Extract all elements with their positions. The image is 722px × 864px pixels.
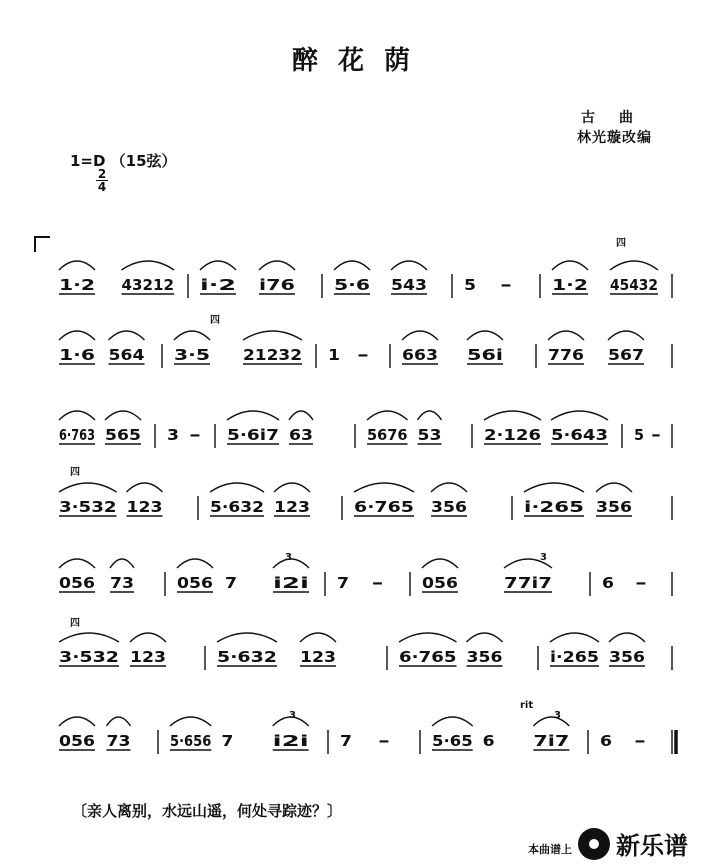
slur-arc: [59, 717, 95, 726]
slur-arc: [432, 717, 473, 726]
slur-arc: [107, 717, 131, 726]
note-group: 564: [108, 346, 145, 364]
note-group: 6·763: [59, 426, 95, 444]
slur-arc: [105, 411, 141, 420]
note-group: i·2: [200, 276, 236, 294]
slur-arc: [210, 483, 264, 492]
note-group: 7: [340, 732, 352, 750]
slur-arc: [59, 559, 95, 568]
note-group: 56i: [467, 346, 503, 364]
note-group: 123: [130, 648, 166, 666]
note-group: 43212: [121, 276, 174, 294]
note-group: 5: [464, 276, 476, 294]
slur-arc: [548, 331, 584, 340]
slur-arc: [608, 331, 644, 340]
page-title: 醉花荫: [291, 46, 430, 76]
slur-arc: [200, 261, 236, 270]
note-group: 6: [602, 574, 614, 592]
note-group: 056: [177, 574, 213, 592]
note-group: i2i: [272, 732, 309, 750]
expression-mark: 3: [554, 710, 561, 721]
note-group: 5: [634, 426, 644, 444]
slur-arc: [467, 633, 503, 642]
slur-arc: [418, 411, 442, 420]
slur-arc: [174, 331, 210, 340]
lyric-line: 〔亲人离别，水远山遥，何处寻踪迹？〕: [72, 802, 343, 820]
note-group: 543: [391, 276, 427, 294]
note-group: 565: [105, 426, 141, 444]
key-signature: 1=D （15弦）: [70, 152, 177, 170]
note-group: 6: [600, 732, 612, 750]
expression-mark: rit: [520, 700, 534, 711]
note-group: 2·126: [484, 426, 541, 444]
slur-arc: [122, 261, 175, 270]
slur-arc: [609, 633, 645, 642]
note-group: 1·6: [59, 346, 95, 364]
note-group: i76: [259, 276, 295, 294]
note-group: 5·643: [551, 426, 608, 444]
time-signature-bottom: 4: [97, 180, 107, 194]
slur-arc: [552, 261, 588, 270]
note-group: -: [378, 732, 390, 750]
slur-arc: [334, 261, 370, 270]
note-group: -: [635, 574, 647, 592]
note-group: 73: [106, 732, 131, 750]
note-group: 123: [126, 498, 163, 516]
slur-arc: [610, 261, 658, 270]
note-group: 77i7: [504, 574, 552, 592]
note-group: 7: [337, 574, 349, 592]
slur-arc: [274, 483, 310, 492]
note-group: 5·6i7: [227, 426, 279, 444]
note-group: 1·2: [552, 276, 588, 294]
slur-arc: [243, 331, 302, 340]
expression-mark: 四: [210, 315, 220, 326]
expression-mark: 3: [540, 552, 547, 563]
note-group: 5·65: [432, 732, 473, 750]
slur-arc: [59, 633, 119, 642]
slur-arc: [300, 633, 336, 642]
slur-arc: [596, 483, 632, 492]
note-group: 3·532: [59, 498, 117, 516]
note-group: 663: [402, 346, 438, 364]
note-group: 356: [466, 648, 503, 666]
slur-arc: [59, 483, 117, 492]
note-group: -: [651, 426, 661, 444]
slur-arc: [259, 261, 295, 270]
slur-arc: [551, 411, 608, 420]
slur-arc: [217, 633, 277, 642]
slur-arc: [533, 717, 569, 726]
slur-arc: [289, 411, 313, 420]
slur-arc: [170, 717, 211, 726]
note-group: 1·2: [59, 276, 95, 294]
origin-credit: 古曲: [581, 110, 657, 126]
slur-arc: [110, 559, 134, 568]
expression-mark: 四: [616, 238, 626, 249]
note-group: 356: [609, 648, 645, 666]
note-group: 7: [225, 574, 237, 592]
note-group: 6: [482, 732, 495, 750]
slur-arc: [130, 633, 166, 642]
note-group: 5·656: [170, 732, 212, 750]
note-group: 7: [221, 732, 234, 750]
note-group: i·265: [550, 648, 599, 666]
note-group: 3·532: [59, 648, 119, 666]
note-group: 53: [417, 426, 442, 444]
slur-arc: [467, 331, 503, 340]
note-group: 056: [59, 574, 95, 592]
expression-mark: 四: [70, 618, 80, 629]
note-group: 73: [110, 574, 134, 592]
slur-arc: [127, 483, 163, 492]
note-group: -: [189, 426, 201, 444]
note-group: 3·5: [174, 346, 210, 364]
note-group: 567: [608, 346, 644, 364]
slur-arc: [109, 331, 145, 340]
note-group: 7i7: [533, 732, 570, 750]
note-group: 21232: [243, 346, 302, 364]
note-group: 123: [274, 498, 310, 516]
disc-icon: [578, 828, 610, 860]
slur-arc: [177, 559, 213, 568]
note-group: 63: [289, 426, 313, 444]
expression-mark: 3: [289, 710, 296, 721]
note-group: 776: [548, 346, 584, 364]
note-group: i2i: [273, 574, 309, 592]
slur-arc: [59, 261, 95, 270]
arranger-credit: 林光璇改编: [577, 130, 652, 146]
note-group: 6·765: [354, 498, 414, 516]
slur-arc: [227, 411, 279, 420]
note-group: 5·632: [210, 498, 264, 516]
note-group: 5·6: [334, 276, 370, 294]
note-group: 056: [422, 574, 458, 592]
note-group: 1: [328, 346, 340, 364]
slur-arc: [354, 483, 414, 492]
note-group: -: [500, 276, 512, 294]
note-group: 6·765: [399, 648, 457, 666]
note-group: 3: [167, 426, 179, 444]
slur-arc: [524, 483, 584, 492]
slur-arc: [391, 261, 427, 270]
slur-arc: [422, 559, 458, 568]
note-group: 356: [431, 498, 467, 516]
note-group: 5676: [367, 426, 408, 444]
slur-arc: [399, 633, 457, 642]
note-group: -: [357, 346, 369, 364]
note-group: -: [634, 732, 646, 750]
brand-logo-text: 新乐谱: [616, 832, 688, 860]
slur-arc: [431, 483, 467, 492]
note-group: 356: [596, 498, 632, 516]
slur-arc: [484, 411, 541, 420]
note-group: i·265: [524, 498, 584, 516]
note-group: 45432: [610, 276, 658, 294]
time-signature-top: 2: [97, 167, 107, 181]
slur-arc: [367, 411, 408, 420]
slur-arc: [59, 331, 95, 340]
slur-arc: [550, 633, 599, 642]
slur-arc: [59, 411, 95, 420]
footer: [528, 826, 688, 861]
note-group: 056: [59, 732, 95, 750]
note-group: 123: [300, 648, 336, 666]
slur-arc: [402, 331, 438, 340]
note-group: -: [371, 574, 384, 592]
note-group: 5·632: [217, 648, 277, 666]
expression-mark: 3: [285, 552, 292, 563]
footer-caption: 本曲谱上: [528, 842, 572, 856]
expression-mark: 四: [70, 467, 80, 478]
